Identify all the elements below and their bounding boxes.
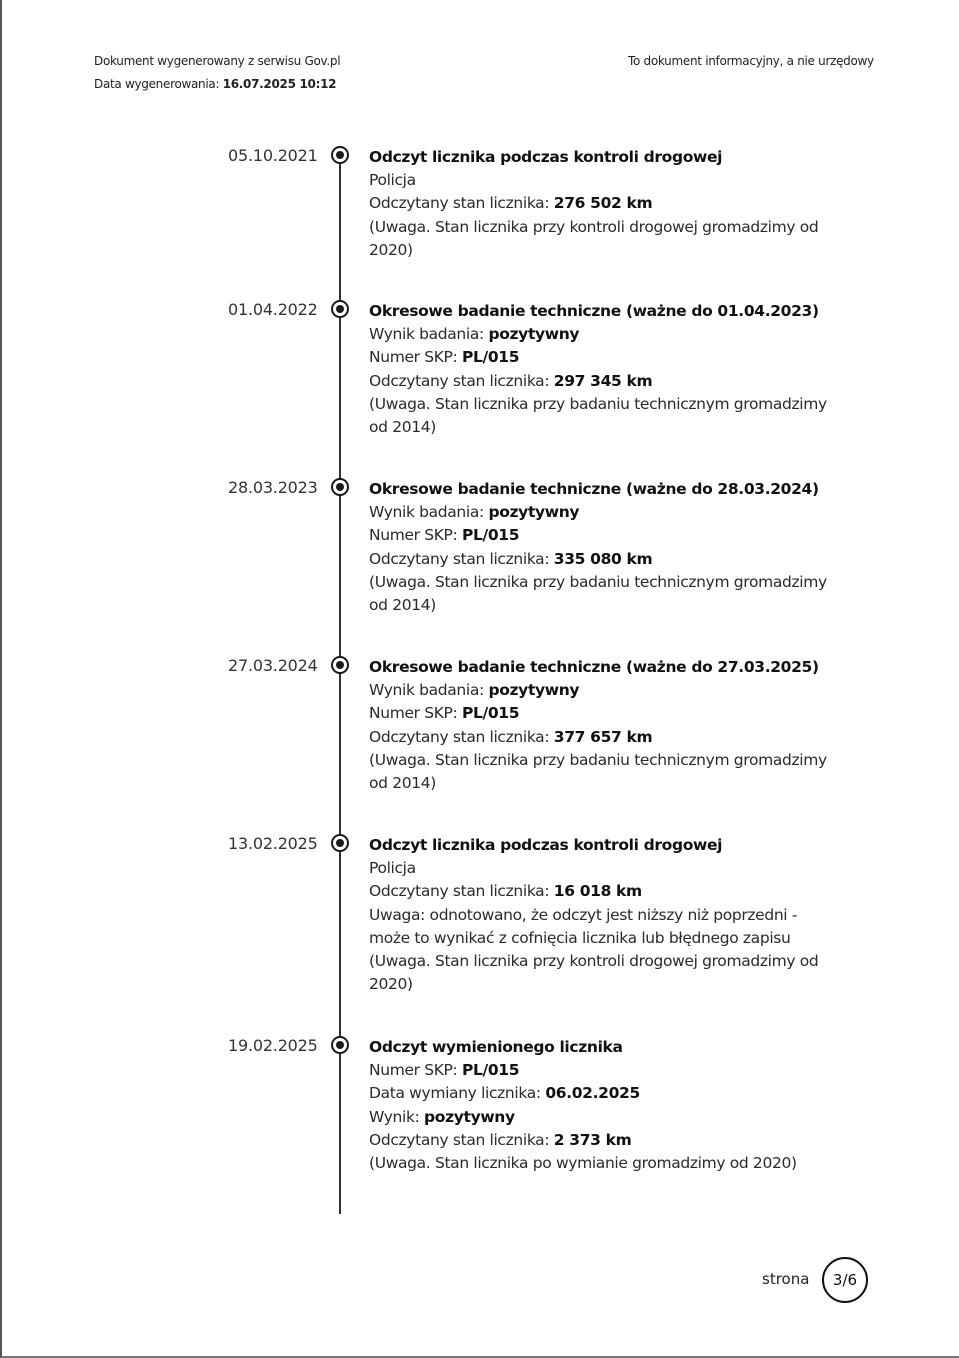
entry-line-label: Policja [369, 171, 416, 190]
entry-line-value: 377 657 km [553, 727, 653, 746]
entry-line-label: (Uwaga. Stan licznika przy badaniu technicznym gromadzimy od 2014) [369, 572, 827, 615]
entry-line [369, 571, 829, 617]
entry-line-label: (Uwaga. Stan licznika przy badaniu technicznym gromadzimy od 2014) [369, 750, 827, 793]
entry-line [369, 323, 829, 346]
entry-line [369, 880, 829, 903]
entry-line-label: (Uwaga. Stan licznika po wymianie gromadzimy od 2020) [369, 1154, 797, 1173]
entry-line-label: Odczytany stan licznika: [369, 882, 554, 901]
entry-title: Odczyt licznika podczas kontroli drogowej [369, 148, 723, 166]
entry-title: Odczyt wymienionego licznika [369, 1038, 623, 1056]
entry-line-label: Numer SKP: [369, 704, 463, 723]
entry-line-value: 276 502 km [553, 194, 653, 213]
entry-line-label: (Uwaga. Stan licznika przy kontroli drogowej gromadzimy od 2020) [369, 952, 819, 994]
header-generated-date [94, 77, 336, 91]
entry-body [369, 1036, 829, 1175]
timeline-dot-icon [331, 146, 349, 164]
entry-line [369, 346, 829, 369]
entry-line [369, 393, 829, 439]
entry-line-value: 16 018 km [553, 882, 642, 901]
entry-line [369, 370, 829, 393]
entry-line [369, 524, 829, 547]
entry-line-value: pozytywny [424, 1107, 515, 1126]
entry-line [369, 548, 829, 571]
entry-date: 19.02.2025 [228, 1036, 318, 1055]
entry-body [369, 300, 829, 439]
entry-line [369, 1152, 829, 1175]
entry-line-label: Uwaga: odnotowano, że odczyt jest niższy niż poprzedni - może to wynikać z cofnięcia licznika lub błędnego zapisu [369, 905, 798, 947]
entry-line-label: Numer SKP: [369, 348, 463, 367]
entry-line [369, 1106, 829, 1129]
timeline-dot-icon [331, 300, 349, 318]
header-notice: To dokument informacyjny, a nie urzędowy [628, 54, 874, 68]
entry-line-label: Odczytany stan licznika: [369, 549, 554, 568]
entry-line-value: pozytywny [488, 681, 580, 700]
entry-body [369, 146, 829, 262]
entry-line-label: (Uwaga. Stan licznika przy kontroli drogowej gromadzimy od 2020) [369, 217, 819, 259]
entry-line [369, 1059, 829, 1082]
entry-line-value: PL/015 [462, 1061, 520, 1080]
entry-line-value: 2 373 km [553, 1130, 632, 1149]
entry-line-label: Numer SKP: [369, 526, 463, 545]
entry-body [369, 834, 829, 996]
header-date-label: Data wygenerowania: [94, 77, 220, 91]
entry-line-value: 06.02.2025 [545, 1084, 640, 1103]
entry-line-label: Wynik badania: [369, 681, 489, 700]
timeline-dot-icon [331, 656, 349, 674]
entry-line-label: Numer SKP: [369, 1061, 463, 1080]
entry-line [369, 857, 829, 880]
entry-line [369, 1129, 829, 1152]
entry-body [369, 478, 829, 617]
entry-title: Okresowe badanie techniczne (ważne do 27.03.2025) [369, 658, 819, 676]
entry-line-value: 335 080 km [553, 549, 653, 568]
entry-line-value: PL/015 [462, 526, 520, 545]
page-label: strona [762, 1270, 810, 1288]
entry-line-value: PL/015 [462, 704, 520, 723]
entry-line [369, 904, 829, 950]
entry-line-value: pozytywny [488, 503, 580, 522]
entry-line-value: pozytywny [488, 325, 580, 344]
entry-date: 13.02.2025 [228, 834, 318, 853]
entry-date: 28.03.2023 [228, 478, 318, 497]
entry-line [369, 702, 829, 725]
entry-line-label: Policja [369, 859, 416, 878]
entry-line-value: 297 345 km [553, 371, 653, 390]
entry-line-label: Data wymiany licznika: [369, 1084, 546, 1103]
entry-date: 05.10.2021 [228, 146, 318, 165]
entry-body [369, 656, 829, 795]
entry-line [369, 749, 829, 795]
entry-line-label: (Uwaga. Stan licznika przy badaniu technicznym gromadzimy od 2014) [369, 394, 827, 437]
entry-line [369, 501, 829, 524]
timeline-dot-icon [331, 834, 349, 852]
entry-date: 01.04.2022 [228, 300, 318, 319]
entry-line [369, 679, 829, 702]
timeline-dot-icon [331, 1036, 349, 1054]
entry-line-label: Odczytany stan licznika: [369, 727, 554, 746]
entry-line [369, 192, 829, 215]
entry-line-label: Wynik badania: [369, 503, 489, 522]
entry-line [369, 726, 829, 749]
entry-date: 27.03.2024 [228, 656, 318, 675]
header-source: Dokument wygenerowany z serwisu Gov.pl [94, 54, 341, 68]
header-date-value: 16.07.2025 10:12 [222, 77, 337, 91]
entry-line [369, 1082, 829, 1105]
entry-line-value: PL/015 [462, 348, 520, 367]
entry-line [369, 950, 829, 996]
entry-line [369, 169, 829, 192]
entry-line-label: Wynik badania: [369, 325, 489, 344]
entry-title: Odczyt licznika podczas kontroli drogowej [369, 836, 723, 854]
timeline-dot-icon [331, 478, 349, 496]
entry-line [369, 216, 829, 262]
entry-line-label: Wynik: [369, 1107, 425, 1126]
entry-title: Okresowe badanie techniczne (ważne do 01.04.2023) [369, 302, 819, 320]
page-number-badge: 3/6 [822, 1257, 868, 1303]
entry-line-label: Odczytany stan licznika: [369, 1130, 554, 1149]
entry-line-label: Odczytany stan licznika: [369, 371, 554, 390]
entry-line-label: Odczytany stan licznika: [369, 194, 554, 213]
entry-title: Okresowe badanie techniczne (ważne do 28.03.2024) [369, 480, 819, 498]
